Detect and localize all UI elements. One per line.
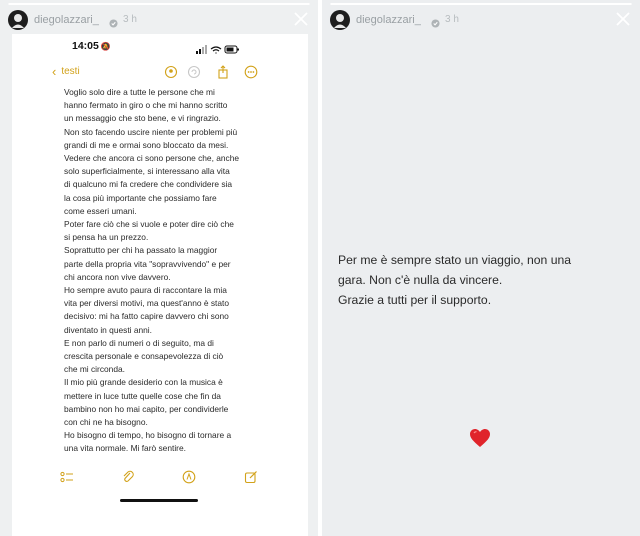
story-progress-bar xyxy=(8,3,310,5)
notes-screenshot xyxy=(12,34,308,536)
more-icon[interactable] xyxy=(244,65,258,79)
undo-icon[interactable] xyxy=(187,65,201,79)
post-time: 3 h xyxy=(445,14,459,25)
red-heart-icon xyxy=(469,428,491,448)
story-caption xyxy=(338,250,628,310)
avatar[interactable] xyxy=(8,10,28,30)
post-time: 3 h xyxy=(123,14,137,25)
story-header xyxy=(322,6,640,36)
notes-bottom-toolbar xyxy=(12,470,308,488)
chevron-left-icon: ‹ xyxy=(52,63,57,79)
share-icon[interactable] xyxy=(216,65,230,79)
back-button[interactable] xyxy=(52,63,80,79)
note-text: Voglio solo dire a tutte le persone che mi hanno fermato in giro o che mi hanno scritto un messaggio che sto bene, e vi ringrazio. Non sto facendo uscire niente per problemi più grandi di me e ormai sono bloccato da mesi. Vedere che ancora ci sono persone che, anche solo superficialmente, si interessano alla vita di qualcuno mi fa credere che condividere sia la cosa più importante che possiamo fare come esseri umani. Poter fare ciò che si vuole e poter dire ciò che si pensa ha un prezzo. Soprattutto per chi ha passato la maggior parte della propria vita "sopravvivendo" e per chi ancora non vive davvero. Ho sempre avuto paura di raccontare la mia vita per diversi motivi, ma quest'anno è stato decisivo: mi ha fatto capire davvero chi sono diventato in questi anni. E non parlo di numeri o di seguito, ma di crescita personale e consapevolezza di ciò che mi circonda. Il mio più grande desiderio con la musica è mettere in luce tutte quelle cose che fin da bambino non ho mai capito, per condividerle con chi ne ha bisogno. Ho bisogno di tempo, ho bisogno di tornare a una vita normale. Mi farò sentire. xyxy=(64,87,240,454)
username[interactable]: diegolazzari_ xyxy=(356,14,421,26)
story-header xyxy=(0,6,318,36)
story-progress-fill xyxy=(330,3,632,5)
markup-icon[interactable] xyxy=(182,470,196,484)
avatar[interactable] xyxy=(330,10,350,30)
attachment-icon[interactable] xyxy=(121,470,135,484)
back-label: testi xyxy=(61,66,80,77)
story-panel-right[interactable] xyxy=(322,0,640,536)
compose-icon[interactable] xyxy=(244,470,258,484)
checklist-icon[interactable] xyxy=(60,470,74,484)
caption-line: Per me è sempre stato un viaggio, non una xyxy=(338,253,572,267)
close-icon[interactable] xyxy=(292,10,310,28)
phone-status-bar xyxy=(12,34,308,60)
note-body[interactable] xyxy=(64,86,270,456)
notes-toolbar xyxy=(12,62,308,84)
story-panel-left[interactable] xyxy=(0,0,318,536)
caption-line: Grazie a tutti per il supporto. xyxy=(338,293,492,307)
caption-line: gara. Non c'è nulla da vincere. xyxy=(338,273,503,287)
close-icon[interactable] xyxy=(614,10,632,28)
story-progress-fill xyxy=(8,3,310,5)
home-indicator xyxy=(120,499,198,502)
bell-icon: 🔕 xyxy=(100,42,111,51)
status-icons xyxy=(196,42,240,52)
verified-badge-icon xyxy=(431,15,440,33)
verified-badge-icon xyxy=(109,15,118,33)
username[interactable]: diegolazzari_ xyxy=(34,14,99,26)
status-clock: 14:05 🔕 xyxy=(72,40,111,52)
collaborate-icon[interactable] xyxy=(164,65,178,79)
story-progress-bar xyxy=(330,3,632,5)
